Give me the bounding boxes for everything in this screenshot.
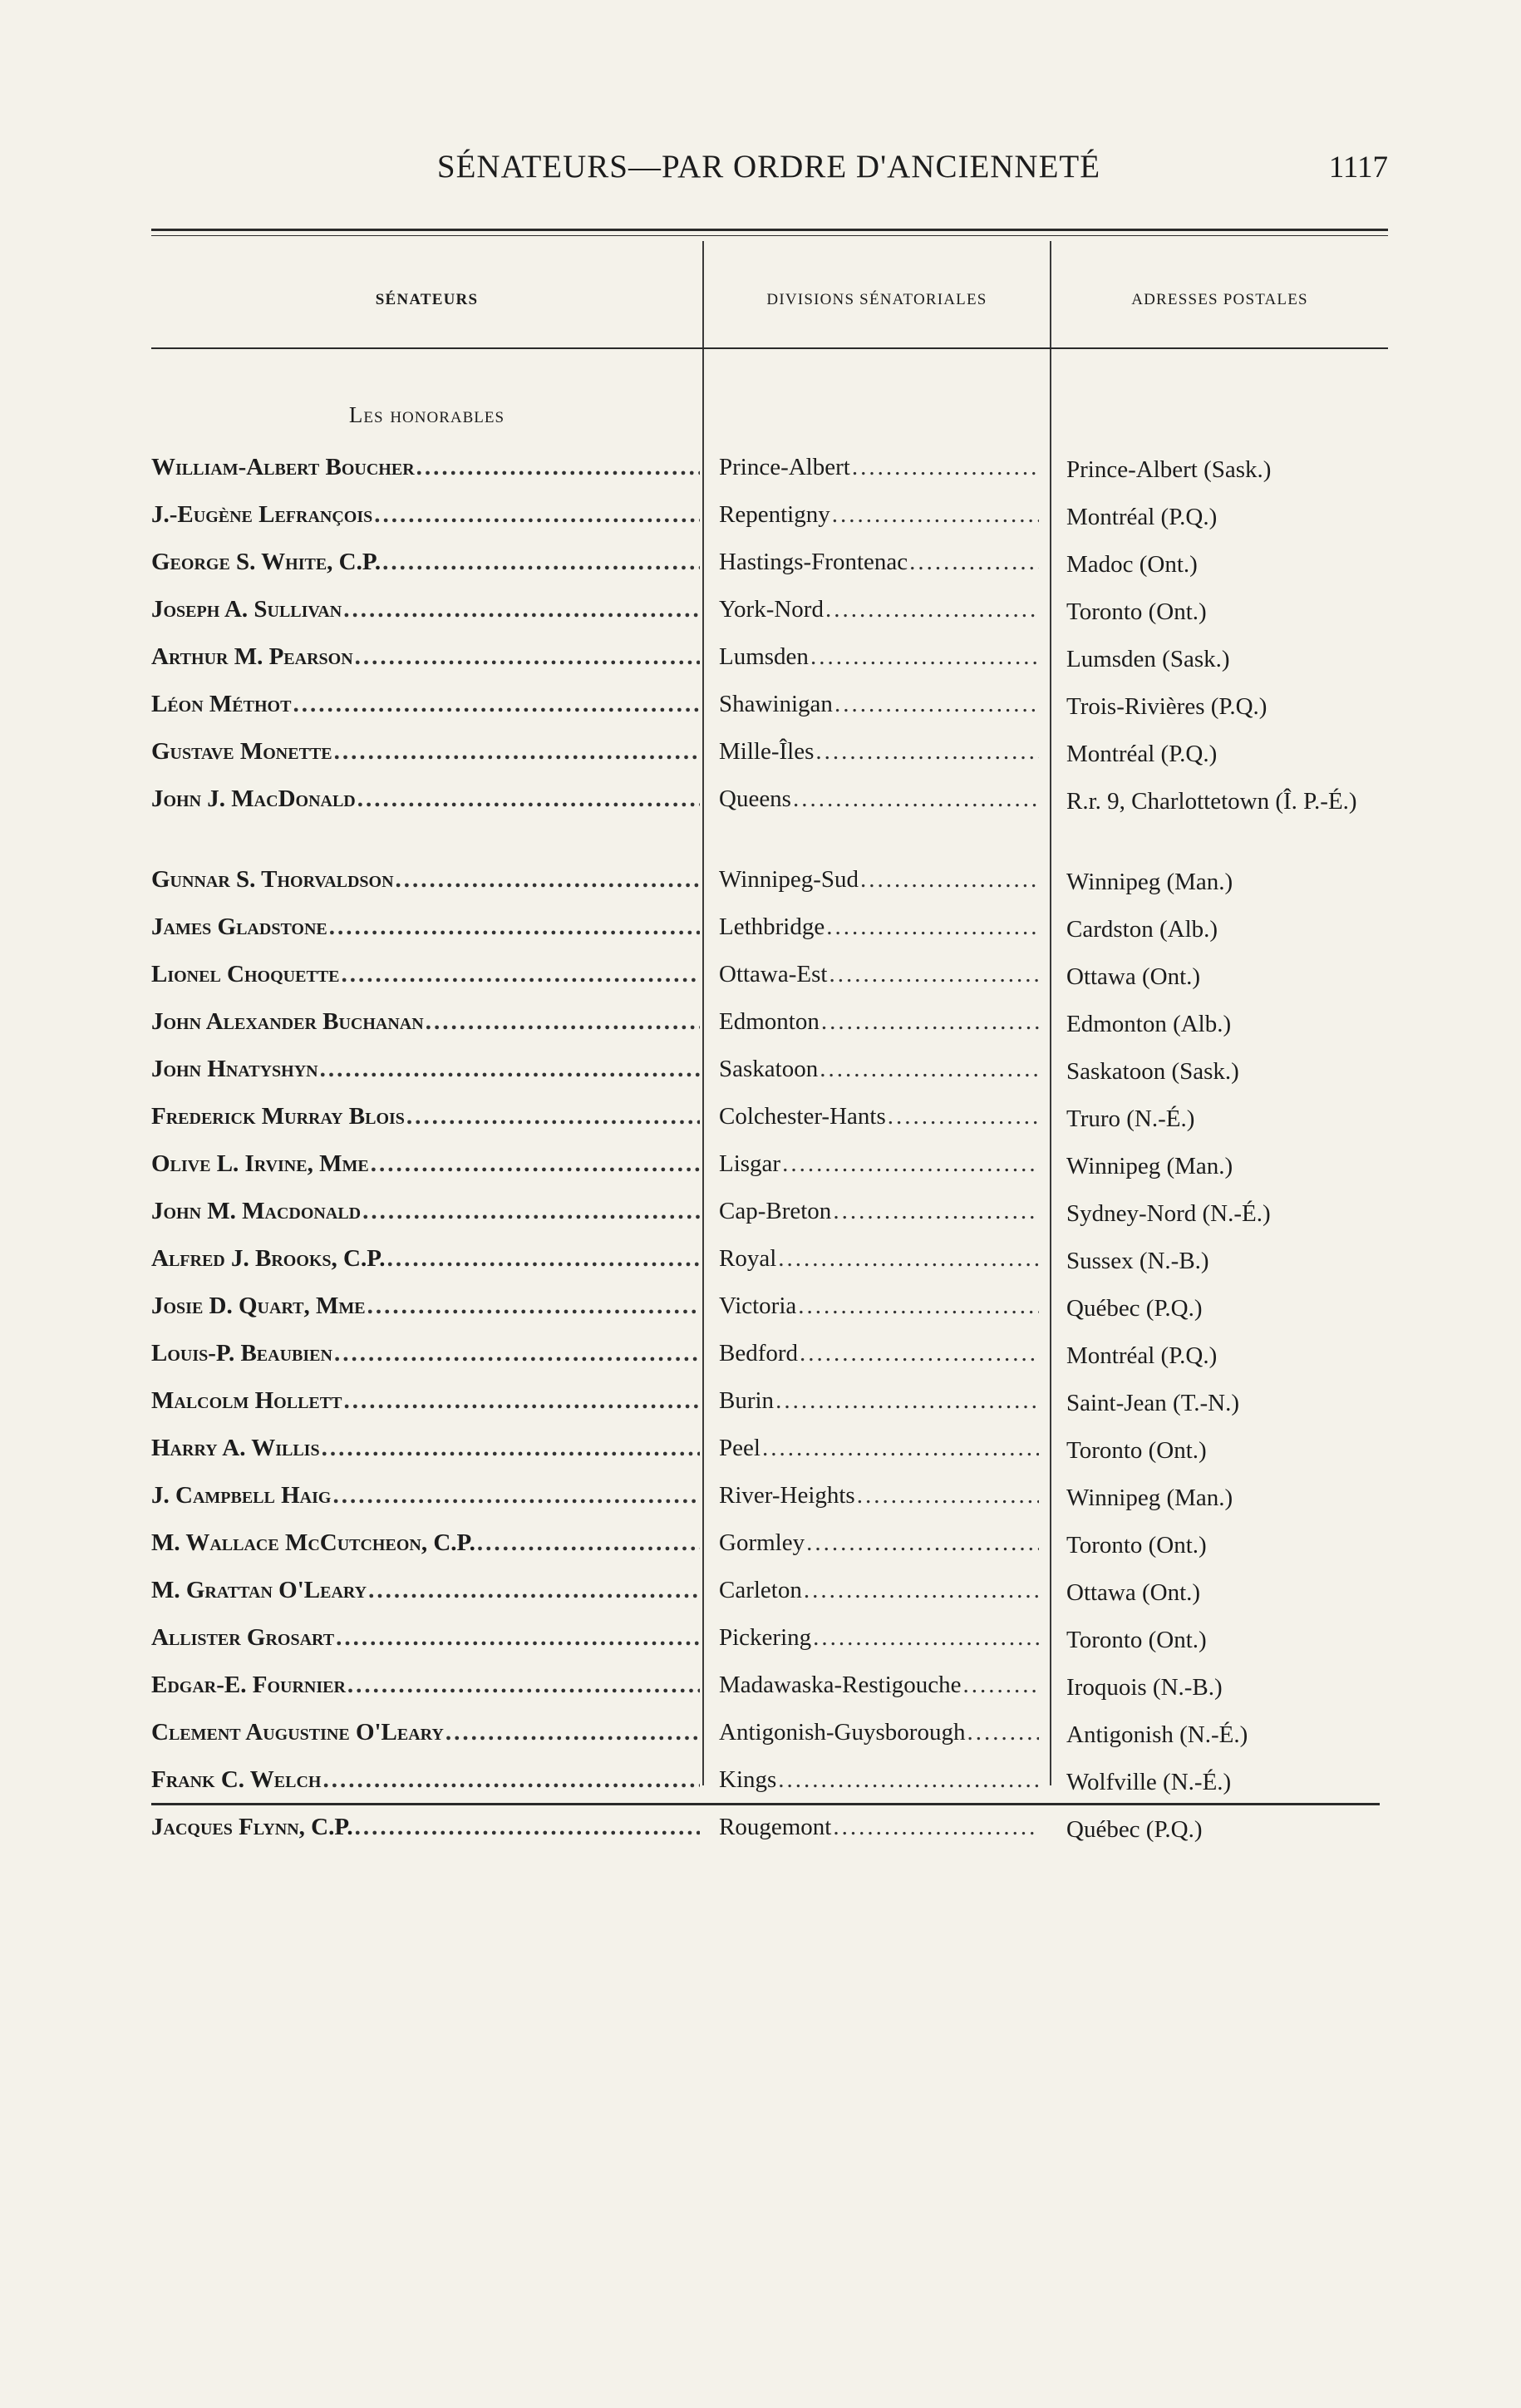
table-row — [0, 1008, 1521, 1053]
table-row — [0, 913, 1521, 958]
postal-address — [1066, 1672, 1399, 1703]
postal-address-text: Québec (P.Q.) — [1066, 1816, 1203, 1843]
leader-dots — [798, 1293, 1039, 1320]
leader-dots — [909, 549, 1039, 576]
senator-name-text: Arthur M. Pearson — [151, 643, 353, 670]
senator-name-text: William-Albert Boucher — [151, 454, 415, 480]
page-header — [150, 148, 1388, 198]
leader-dots — [355, 643, 700, 671]
table-row — [0, 1293, 1521, 1337]
senator-name-text: Frank C. Welch — [151, 1766, 322, 1793]
table-row — [0, 643, 1521, 688]
senator-name — [151, 454, 700, 481]
leader-dots — [860, 866, 1039, 894]
leader-dots — [396, 866, 700, 894]
table-row — [0, 1103, 1521, 1148]
postal-address — [1066, 1814, 1399, 1845]
senatorial-division-text: Ottawa-Est — [719, 961, 828, 987]
leader-dots — [967, 1719, 1039, 1746]
leader-dots — [332, 1482, 700, 1509]
top-rule-thin — [151, 235, 1388, 236]
postal-address — [1066, 1482, 1399, 1514]
senator-name — [151, 1198, 700, 1225]
table-row — [0, 1056, 1521, 1101]
senator-name-text: Clement Augustine O'Leary — [151, 1719, 444, 1746]
senatorial-division — [719, 1482, 1039, 1509]
senator-name — [151, 785, 700, 813]
table-row — [0, 454, 1521, 499]
table-row — [0, 1245, 1521, 1290]
table-row — [0, 961, 1521, 1006]
senator-name — [151, 1672, 700, 1699]
senator-name — [151, 1245, 700, 1273]
table-row — [0, 866, 1521, 911]
senator-name-text: James Gladstone — [151, 913, 327, 940]
postal-address-text: Prince-Albert (Sask.) — [1066, 456, 1272, 483]
senator-name — [151, 1056, 700, 1083]
senator-name — [151, 1103, 700, 1130]
column-header-divisions: DIVISIONS SÉNATORIALES — [766, 291, 987, 308]
senator-name-text: Léon Méthot — [151, 691, 292, 717]
postal-address-text: Montréal (P.Q.) — [1066, 504, 1218, 530]
senator-name — [151, 738, 700, 766]
leader-dots — [322, 1435, 700, 1462]
senatorial-division-text: Cap-Breton — [719, 1198, 832, 1224]
leader-dots — [793, 785, 1039, 813]
leader-dots — [857, 1482, 1039, 1509]
senatorial-division-text: Peel — [719, 1435, 760, 1461]
postal-address-text: Madoc (Ont.) — [1066, 551, 1198, 578]
leader-dots — [374, 501, 700, 529]
senatorial-division — [719, 1245, 1039, 1273]
senator-name-text: Malcolm Hollett — [151, 1387, 342, 1414]
leader-dots — [829, 961, 1039, 988]
senatorial-division — [719, 1293, 1039, 1320]
table-row — [0, 1624, 1521, 1669]
senator-name-text: Lionel Choquette — [151, 961, 340, 987]
column-header-senators: SÉNATEURS — [375, 291, 479, 308]
senatorial-division-text: Pickering — [719, 1624, 812, 1651]
senator-name — [151, 1624, 700, 1652]
senator-name — [151, 961, 700, 988]
senator-name — [151, 1008, 700, 1036]
postal-address — [1066, 1435, 1399, 1466]
leader-dots — [826, 913, 1039, 941]
senatorial-division-text: Bedford — [719, 1340, 799, 1367]
postal-address — [1066, 1340, 1399, 1371]
senator-name — [151, 1293, 700, 1320]
postal-address — [1066, 643, 1399, 675]
leader-dots — [800, 1340, 1039, 1367]
leader-dots — [382, 549, 700, 576]
leader-dots — [334, 738, 700, 766]
leader-dots — [806, 1529, 1039, 1557]
senatorial-division — [719, 785, 1039, 813]
senator-name-text: John Alexander Buchanan — [151, 1008, 424, 1035]
postal-address — [1066, 1577, 1399, 1608]
senatorial-division — [719, 1719, 1039, 1746]
table-row — [0, 1340, 1521, 1385]
top-rule-thick — [151, 229, 1388, 231]
senatorial-division — [719, 866, 1039, 894]
page-title: SÉNATEURS—PAR ORDRE D'ANCIENNETÉ — [436, 149, 1101, 185]
senatorial-division-text: Winnipeg-Sud — [719, 866, 859, 893]
table-row — [0, 1529, 1521, 1574]
senator-name-text: Louis-P. Beaubien — [151, 1340, 332, 1367]
senatorial-division-text: Hastings-Frontenac — [719, 549, 908, 575]
postal-address-text: Lumsden (Sask.) — [1066, 646, 1230, 672]
senator-name — [151, 866, 700, 894]
postal-address — [1066, 501, 1399, 533]
senatorial-division-text: Burin — [719, 1387, 775, 1414]
leader-dots — [825, 596, 1039, 623]
leader-dots — [762, 1435, 1039, 1462]
postal-address — [1066, 454, 1399, 485]
senatorial-division — [719, 1056, 1039, 1083]
senatorial-division — [719, 1008, 1039, 1036]
senator-name-text: Allister Grosart — [151, 1624, 335, 1651]
table-row — [0, 691, 1521, 736]
leader-dots — [371, 1150, 700, 1178]
senatorial-division-text: Victoria — [719, 1293, 797, 1319]
senatorial-division-text: Rougemont — [719, 1814, 832, 1840]
postal-address-text: Sydney-Nord (N.-É.) — [1066, 1200, 1271, 1227]
leader-dots — [778, 1245, 1039, 1273]
senatorial-division-text: Antigonish-Guysborough — [719, 1719, 966, 1746]
senatorial-division-text: York-Nord — [719, 596, 824, 623]
postal-address-text: Cardston (Alb.) — [1066, 916, 1218, 943]
senatorial-division-text: Shawinigan — [719, 691, 833, 717]
postal-address — [1066, 1529, 1399, 1561]
page-number: 1117 — [1328, 150, 1388, 185]
postal-address — [1066, 1103, 1399, 1135]
bottom-rule — [151, 1803, 1380, 1805]
senatorial-division — [719, 961, 1039, 988]
postal-address — [1066, 1624, 1399, 1656]
table-row — [0, 549, 1521, 593]
senatorial-division — [719, 1340, 1039, 1367]
postal-address — [1066, 1387, 1399, 1419]
senator-name-text: M. Wallace McCutcheon, C.P. — [151, 1529, 475, 1556]
leader-dots — [833, 1814, 1039, 1841]
senator-name — [151, 1766, 700, 1794]
postal-address — [1066, 1008, 1399, 1040]
senatorial-division — [719, 1577, 1039, 1604]
senator-name — [151, 1482, 700, 1509]
senatorial-division — [719, 738, 1039, 766]
postal-address-text: Iroquois (N.-B.) — [1066, 1674, 1223, 1701]
leader-dots — [320, 1056, 700, 1083]
leader-dots — [804, 1577, 1039, 1604]
postal-address — [1066, 691, 1399, 722]
postal-address-text: Toronto (Ont.) — [1066, 1532, 1207, 1559]
postal-address — [1066, 866, 1399, 898]
postal-address-text: Ottawa (Ont.) — [1066, 1579, 1201, 1606]
senator-name — [151, 1340, 700, 1367]
senatorial-division — [719, 691, 1039, 718]
postal-address-text: Sussex (N.-B.) — [1066, 1248, 1209, 1274]
postal-address-text: Saskatoon (Sask.) — [1066, 1058, 1239, 1085]
senatorial-division — [719, 1103, 1039, 1130]
postal-address — [1066, 961, 1399, 992]
senator-name-text: Joseph A. Sullivan — [151, 596, 342, 623]
table-row — [0, 1719, 1521, 1764]
leader-dots — [821, 1008, 1039, 1036]
postal-address-text: Winnipeg (Man.) — [1066, 1153, 1233, 1179]
leader-dots — [387, 1245, 700, 1273]
postal-address-text: Toronto (Ont.) — [1066, 598, 1207, 625]
senatorial-division — [719, 1529, 1039, 1557]
postal-address-text: Ottawa (Ont.) — [1066, 963, 1201, 990]
senator-name-text: Olive L. Irvine, Mme — [151, 1150, 369, 1177]
postal-address — [1066, 1766, 1399, 1798]
senatorial-division — [719, 1435, 1039, 1462]
senator-name — [151, 501, 700, 529]
leader-dots — [322, 1766, 700, 1794]
senatorial-division-text: Gormley — [719, 1529, 805, 1556]
senator-name — [151, 1150, 700, 1178]
senator-name — [151, 643, 700, 671]
leader-dots — [963, 1672, 1039, 1699]
senatorial-division-text: Lisgar — [719, 1150, 781, 1177]
leader-dots — [341, 961, 700, 988]
senatorial-division-text: Colchester-Hants — [719, 1103, 886, 1130]
senatorial-division — [719, 643, 1039, 671]
postal-address — [1066, 1293, 1399, 1324]
postal-address — [1066, 1245, 1399, 1277]
senatorial-division-text: Royal — [719, 1245, 777, 1272]
leader-dots — [329, 913, 700, 941]
leader-dots — [293, 691, 700, 718]
postal-address-text: Toronto (Ont.) — [1066, 1627, 1207, 1653]
leader-dots — [416, 454, 700, 481]
leader-dots — [343, 1387, 700, 1415]
postal-address-text: Winnipeg (Man.) — [1066, 869, 1233, 895]
senator-name-text: Gunnar S. Thorvaldson — [151, 866, 394, 893]
senatorial-division-text: Prince-Albert — [719, 454, 850, 480]
leader-dots — [334, 1340, 700, 1367]
postal-address-text: Wolfville (N.-É.) — [1066, 1769, 1232, 1795]
leader-dots — [368, 1577, 700, 1604]
postal-address-text: Montréal (P.Q.) — [1066, 1342, 1218, 1369]
senator-name-text: J.-Eugène Lefrançois — [151, 501, 373, 528]
senatorial-division-text: Madawaska-Restigouche — [719, 1672, 962, 1698]
senator-name — [151, 1719, 700, 1746]
senator-name — [151, 1577, 700, 1604]
postal-address-text: R.r. 9, Charlottetown (Î. P.-É.) — [1066, 788, 1357, 815]
postal-address — [1066, 549, 1399, 580]
postal-address — [1066, 1056, 1399, 1087]
senator-name-text: George S. White, C.P. — [151, 549, 381, 575]
leader-dots — [347, 1672, 700, 1699]
leader-dots — [852, 454, 1039, 481]
postal-address — [1066, 738, 1399, 770]
leader-dots — [406, 1103, 700, 1130]
postal-address-text: Truro (N.-É.) — [1066, 1106, 1195, 1132]
postal-address — [1066, 1719, 1399, 1751]
leader-dots — [426, 1008, 700, 1036]
senator-name-text: John M. Macdonald — [151, 1198, 362, 1224]
table-row — [0, 1435, 1521, 1480]
leader-dots — [833, 1198, 1039, 1225]
table-row — [0, 1387, 1521, 1432]
table-row — [0, 1150, 1521, 1195]
postal-address-text: Edmonton (Alb.) — [1066, 1011, 1232, 1037]
leader-dots — [813, 1624, 1039, 1652]
senatorial-division-text: River-Heights — [719, 1482, 855, 1509]
senator-name-text: J. Campbell Haig — [151, 1482, 332, 1509]
senator-name-text: Jacques Flynn, C.P. — [151, 1814, 353, 1840]
leader-dots — [445, 1719, 700, 1746]
senator-name-text: Gustave Monette — [151, 738, 332, 765]
senatorial-division-text: Carleton — [719, 1577, 802, 1603]
senatorial-division — [719, 1198, 1039, 1225]
leader-dots — [778, 1766, 1039, 1794]
senator-name-text: Alfred J. Brooks, C.P. — [151, 1245, 386, 1272]
table-row — [0, 785, 1521, 830]
postal-address-text: Winnipeg (Man.) — [1066, 1485, 1233, 1511]
table-row — [0, 1577, 1521, 1622]
leader-dots — [832, 501, 1039, 529]
leader-dots — [782, 1150, 1039, 1178]
senatorial-division-text: Queens — [719, 785, 791, 812]
senator-name-text: M. Grattan O'Leary — [151, 1577, 367, 1603]
postal-address-text: Trois-Rivières (P.Q.) — [1066, 693, 1268, 720]
postal-address — [1066, 596, 1399, 628]
postal-address-text: Québec (P.Q.) — [1066, 1295, 1203, 1322]
senator-name — [151, 1387, 700, 1415]
leader-dots — [362, 1198, 700, 1225]
senatorial-division — [719, 913, 1039, 941]
senatorial-division-text: Saskatoon — [719, 1056, 819, 1082]
leader-dots — [367, 1293, 700, 1320]
senatorial-division-text: Lumsden — [719, 643, 809, 670]
table-row — [0, 1814, 1521, 1859]
senator-name — [151, 1814, 700, 1841]
postal-address — [1066, 1198, 1399, 1229]
postal-address-text: Antigonish (N.-É.) — [1066, 1721, 1248, 1748]
table-row — [0, 1198, 1521, 1243]
senatorial-division — [719, 549, 1039, 576]
senatorial-division — [719, 1150, 1039, 1178]
table-row — [0, 1672, 1521, 1716]
table-row — [0, 1482, 1521, 1527]
postal-address — [1066, 785, 1399, 817]
leader-dots — [355, 1814, 700, 1841]
table-row — [0, 596, 1521, 641]
postal-address-text: Montréal (P.Q.) — [1066, 741, 1218, 767]
senatorial-division — [719, 596, 1039, 623]
postal-address — [1066, 1150, 1399, 1182]
senatorial-division-text: Kings — [719, 1766, 777, 1793]
leader-dots — [357, 785, 700, 813]
header-rule — [151, 347, 1388, 349]
senator-name-text: Frederick Murray Blois — [151, 1103, 405, 1130]
leader-dots — [888, 1103, 1039, 1130]
senator-name-text: John Hnatyshyn — [151, 1056, 318, 1082]
senator-name-text: John J. MacDonald — [151, 785, 356, 812]
table-row — [0, 501, 1521, 546]
senatorial-division — [719, 501, 1039, 529]
leader-dots — [810, 643, 1039, 671]
senatorial-division-text: Lethbridge — [719, 913, 825, 940]
senator-name — [151, 596, 700, 623]
leader-dots — [477, 1529, 700, 1557]
senator-name — [151, 1529, 700, 1557]
leader-dots — [815, 738, 1039, 766]
postal-address-text: Toronto (Ont.) — [1066, 1437, 1207, 1464]
senatorial-division-text: Mille-Îles — [719, 738, 815, 765]
senatorial-division — [719, 454, 1039, 481]
section-label: Les honorables — [348, 402, 505, 427]
senator-name-text: Edgar-E. Fournier — [151, 1672, 346, 1698]
senatorial-division — [719, 1672, 1039, 1699]
column-header-addresses: ADRESSES POSTALES — [1131, 291, 1308, 308]
postal-address-text: Saint-Jean (T.-N.) — [1066, 1390, 1240, 1416]
senator-name — [151, 691, 700, 718]
senator-name — [151, 1435, 700, 1462]
senator-name — [151, 913, 700, 941]
senatorial-division — [719, 1387, 1039, 1415]
senatorial-division — [719, 1624, 1039, 1652]
senatorial-division-text: Edmonton — [719, 1008, 820, 1035]
leader-dots — [834, 691, 1039, 718]
senatorial-division — [719, 1814, 1039, 1841]
leader-dots — [775, 1387, 1039, 1415]
leader-dots — [820, 1056, 1039, 1083]
postal-address — [1066, 913, 1399, 945]
leader-dots — [336, 1624, 700, 1652]
senator-name-text: Harry A. Willis — [151, 1435, 320, 1461]
senatorial-division-text: Repentigny — [719, 501, 830, 528]
leader-dots — [343, 596, 700, 623]
senatorial-division — [719, 1766, 1039, 1794]
senator-name — [151, 549, 700, 576]
table-row — [0, 738, 1521, 783]
senator-name-text: Josie D. Quart, Mme — [151, 1293, 366, 1319]
